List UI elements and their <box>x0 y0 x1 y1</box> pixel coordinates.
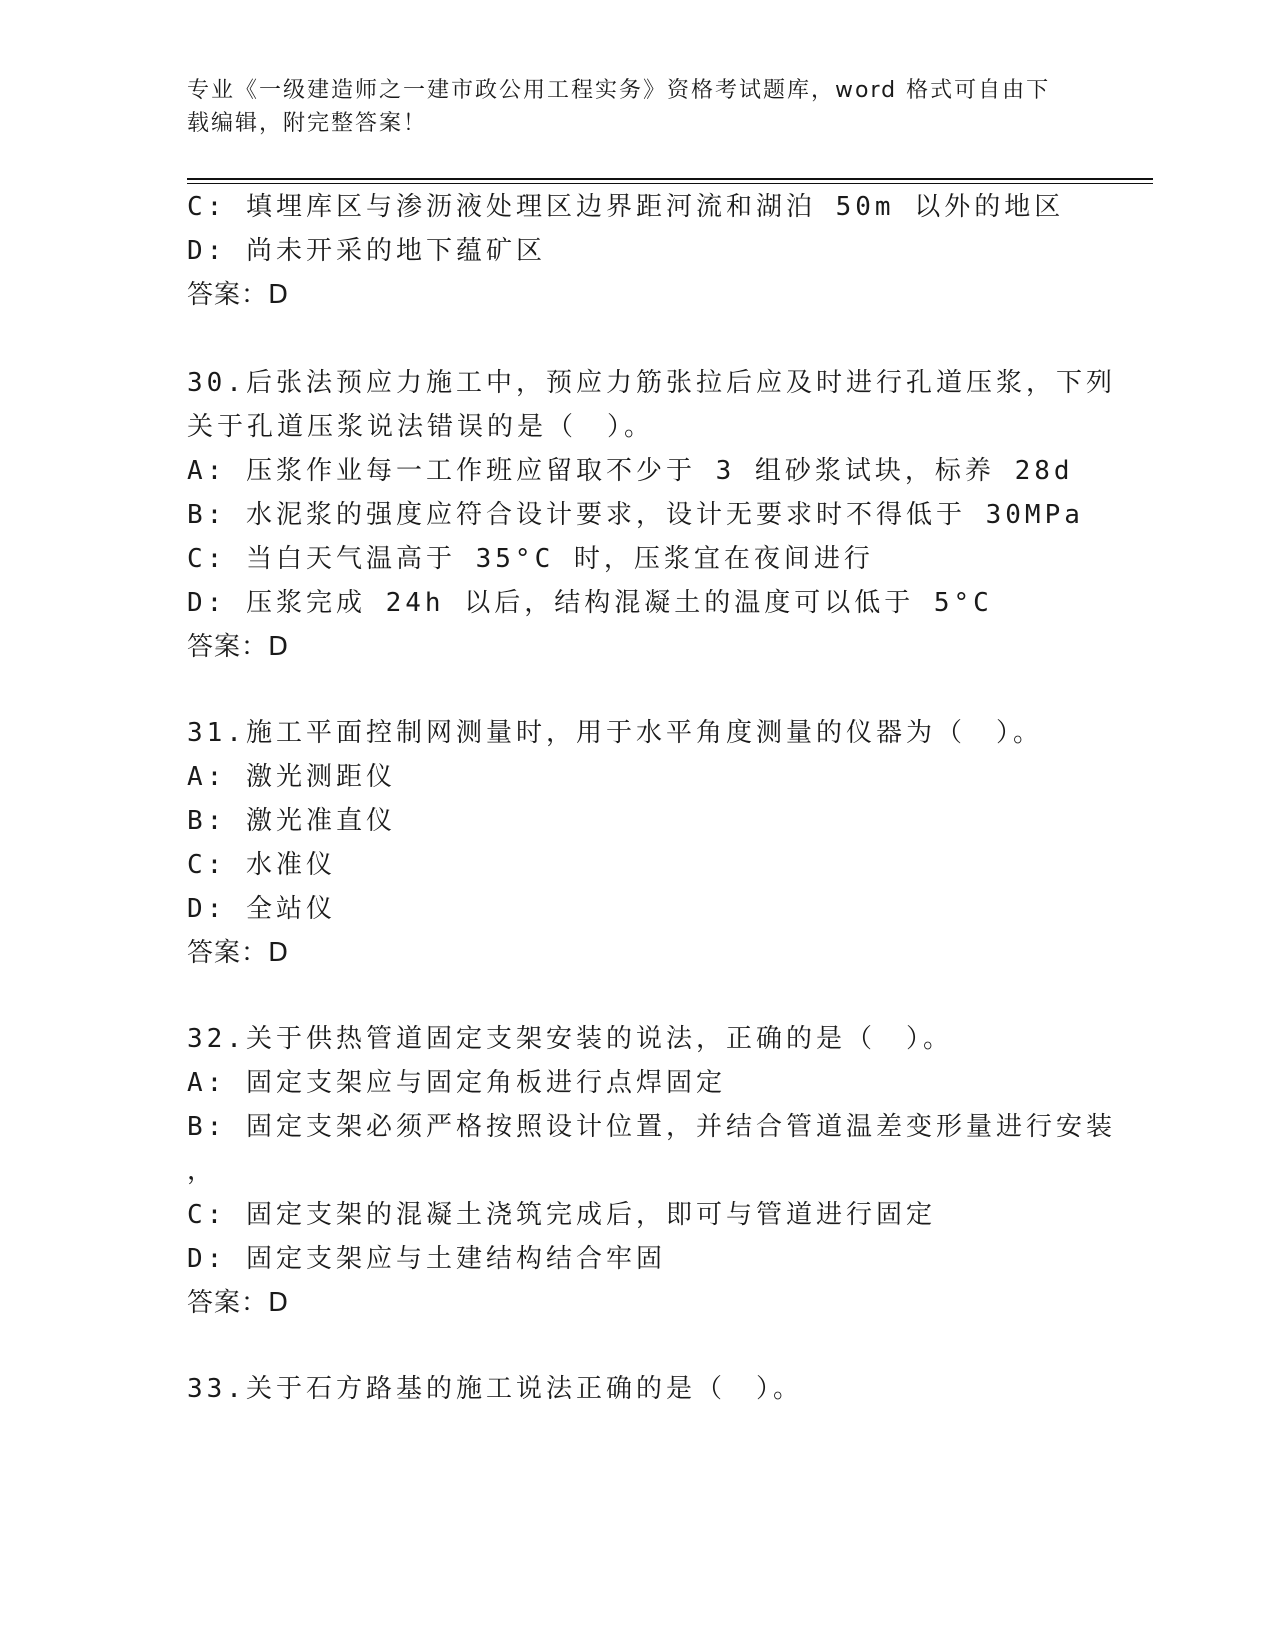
option-b: B: 水泥浆的强度应符合设计要求，设计无要求时不得低于 30MPa <box>187 500 1084 530</box>
option-c: C: 水准仪 <box>187 850 336 880</box>
option-d: D: 尚未开采的地下蕴矿区 <box>187 236 546 266</box>
option-d: D: 全站仪 <box>187 894 336 924</box>
question-33-stem: 33.关于石方路基的施工说法正确的是（ ）。 <box>187 1374 803 1404</box>
question-30-stem: 30.后张法预应力施工中，预应力筋张拉后应及时进行孔道压浆，下列 <box>187 368 1116 398</box>
header-line-1: 专业《一级建造师之一建市政公用工程实务》资格考试题库，word 格式可自由下 <box>187 78 1051 103</box>
document-header <box>187 74 1087 140</box>
option-a: A: 固定支架应与固定角板进行点焊固定 <box>187 1068 726 1098</box>
option-c: C: 填埋库区与渗沥液处理区边界距河流和湖泊 50m 以外的地区 <box>187 192 1065 222</box>
option-b: B: 激光准直仪 <box>187 806 396 836</box>
option-c: C: 当白天气温高于 35°C 时，压浆宜在夜间进行 <box>187 544 874 574</box>
header-rule-thin <box>187 183 1153 184</box>
answer-line: 答案：D <box>187 938 290 968</box>
option-b-cont: ， <box>187 1156 218 1186</box>
option-d: D: 固定支架应与土建结构结合牢固 <box>187 1244 666 1274</box>
question-31-stem: 31.施工平面控制网测量时，用于水平角度测量的仪器为（ ）。 <box>187 718 1043 748</box>
option-a: A: 压浆作业每一工作班应留取不少于 3 组砂浆试块，标养 28d <box>187 456 1074 486</box>
option-c: C: 固定支架的混凝土浇筑完成后，即可与管道进行固定 <box>187 1200 936 1230</box>
option-a: A: 激光测距仪 <box>187 762 396 792</box>
header-line-2: 载编辑，附完整答案！ <box>187 111 428 136</box>
question-30-stem-cont: 关于孔道压浆说法错误的是（ ）。 <box>187 412 655 442</box>
option-d: D: 压浆完成 24h 以后，结构混凝土的温度可以低于 5°C <box>187 588 993 618</box>
header-rule-thick <box>187 178 1153 180</box>
answer-line: 答案：D <box>187 1288 290 1318</box>
option-b: B: 固定支架必须严格按照设计位置，并结合管道温差变形量进行安装 <box>187 1112 1116 1142</box>
answer-line: 答案：D <box>187 280 290 310</box>
answer-line: 答案：D <box>187 632 290 662</box>
question-32-stem: 32.关于供热管道固定支架安装的说法，正确的是（ ）。 <box>187 1024 953 1054</box>
